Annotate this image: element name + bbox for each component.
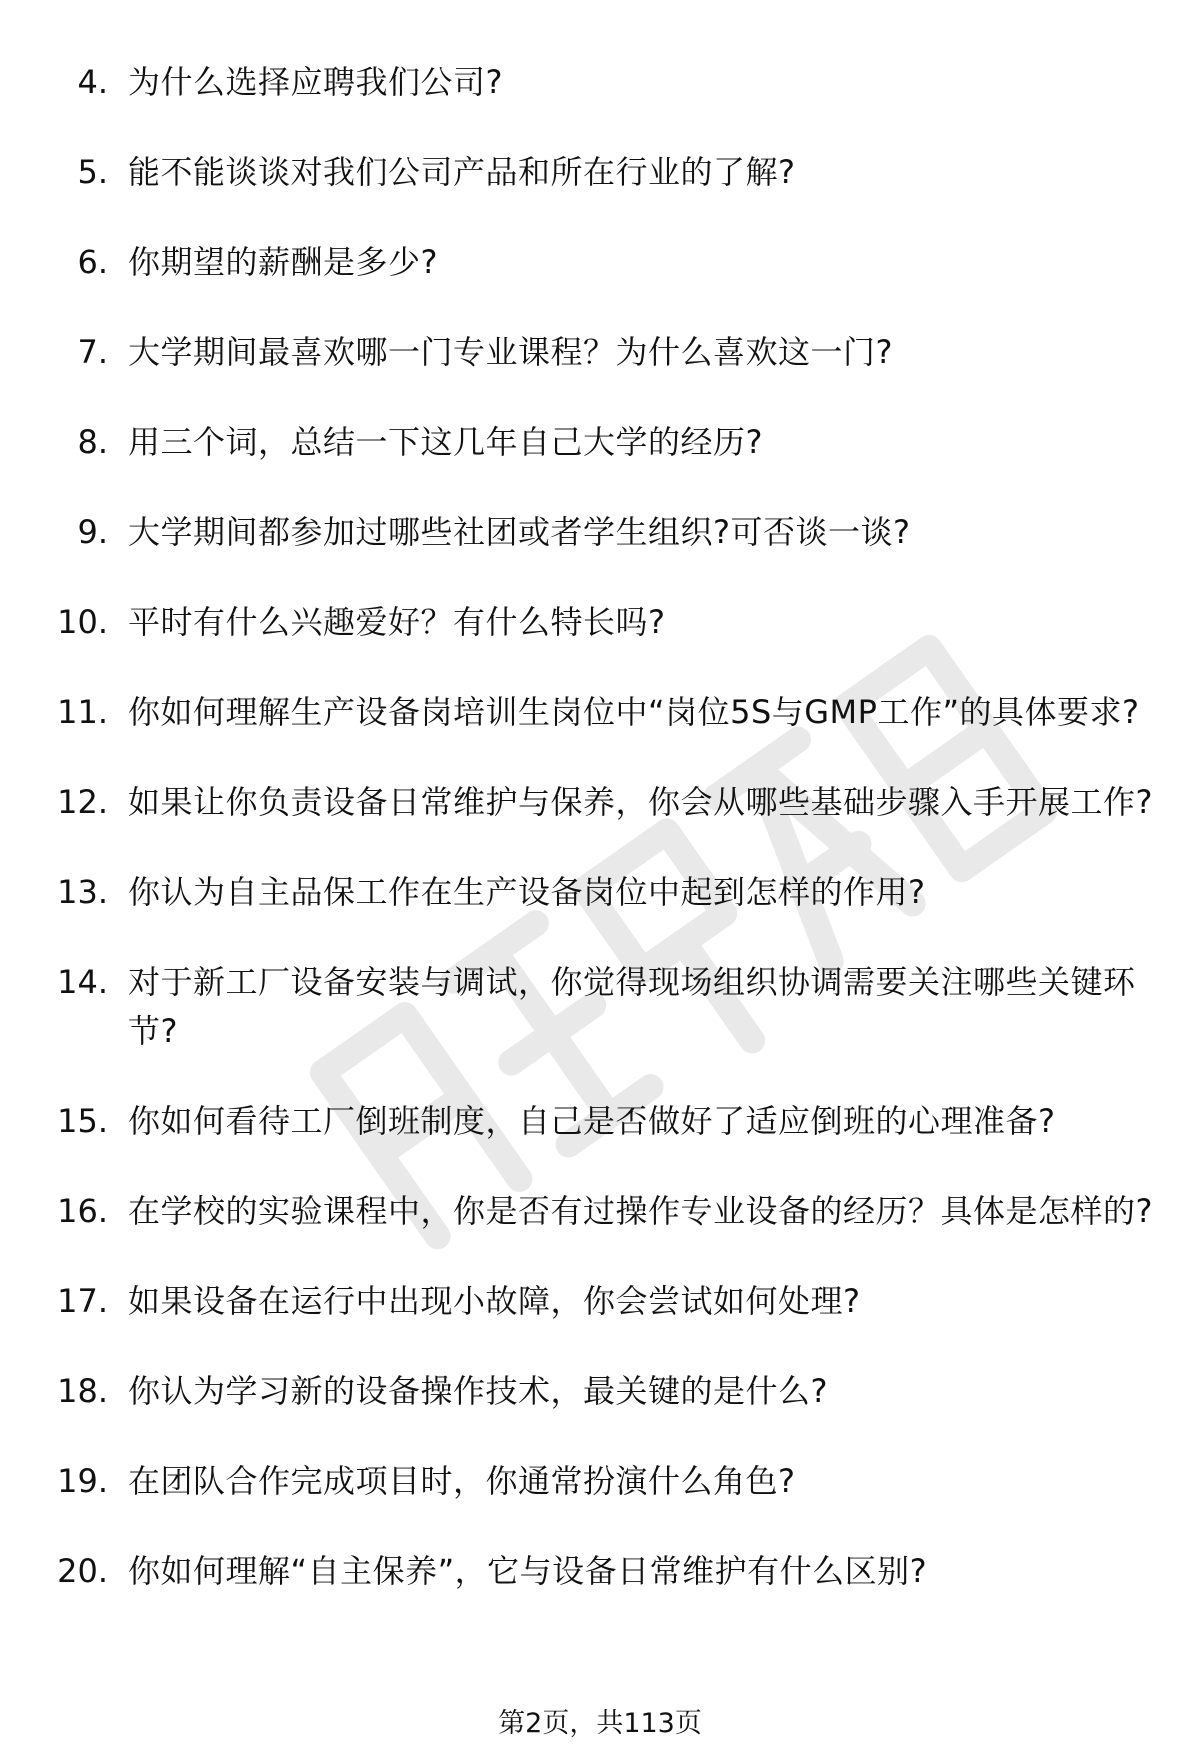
list-item bbox=[0, 148, 1200, 197]
question-text: 你认为学习新的设备操作技术，最关键的是什么? bbox=[128, 1372, 828, 1410]
list-item bbox=[0, 778, 1200, 827]
question-text: 你如何看待工厂倒班制度，自己是否做好了适应倒班的心理准备? bbox=[128, 1102, 1056, 1140]
question-number: 19. bbox=[57, 1462, 108, 1500]
list-item bbox=[0, 688, 1200, 737]
question-number: 13. bbox=[57, 873, 108, 911]
list-item bbox=[0, 58, 1200, 107]
question-number: 15. bbox=[57, 1102, 108, 1140]
question-number: 7. bbox=[77, 333, 108, 371]
question-text: 你认为自主品保工作在生产设备岗位中起到怎样的作用? bbox=[128, 873, 926, 911]
list-item bbox=[0, 328, 1200, 377]
question-text: 为什么选择应聘我们公司? bbox=[128, 63, 503, 101]
question-number: 4. bbox=[77, 63, 108, 101]
list-item bbox=[0, 868, 1200, 917]
question-number: 14. bbox=[57, 963, 108, 1001]
list-item bbox=[0, 1097, 1200, 1146]
list-item bbox=[0, 1187, 1200, 1236]
list-item bbox=[0, 508, 1200, 557]
question-text: 你如何理解生产设备岗培训生岗位中“岗位5S与GMP工作”的具体要求? bbox=[128, 693, 1140, 731]
question-text: 在学校的实验课程中，你是否有过操作专业设备的经历？具体是怎样的? bbox=[128, 1192, 1153, 1230]
list-item bbox=[0, 1547, 1200, 1596]
question-text: 平时有什么兴趣爱好？有什么特长吗? bbox=[128, 603, 666, 641]
question-number: 12. bbox=[57, 783, 108, 821]
question-text: 在团队合作完成项目时，你通常扮演什么角色? bbox=[128, 1462, 796, 1500]
question-number: 5. bbox=[77, 153, 108, 191]
question-text: 能不能谈谈对我们公司产品和所在行业的了解? bbox=[128, 153, 796, 191]
question-list bbox=[0, 58, 1200, 1637]
question-number: 16. bbox=[57, 1192, 108, 1230]
question-number: 17. bbox=[57, 1282, 108, 1320]
question-text: 用三个词，总结一下这几年自己大学的经历? bbox=[128, 423, 763, 461]
list-item bbox=[0, 598, 1200, 647]
question-text: 如果让你负责设备日常维护与保养，你会从哪些基础步骤入手开展工作? bbox=[128, 783, 1153, 821]
question-text: 大学期间最喜欢哪一门专业课程？为什么喜欢这一门? bbox=[128, 333, 893, 371]
question-text: 大学期间都参加过哪些社团或者学生组织?可否谈一谈? bbox=[128, 513, 911, 551]
question-number: 18. bbox=[57, 1372, 108, 1410]
list-item bbox=[0, 1367, 1200, 1416]
page-footer: 第2页，共113页 bbox=[498, 1708, 702, 1739]
question-number: 8. bbox=[77, 423, 108, 461]
list-item bbox=[0, 1457, 1200, 1506]
question-text: 如果设备在运行中出现小故障，你会尝试如何处理? bbox=[128, 1282, 861, 1320]
question-text: 对于新工厂设备安装与调试，你觉得现场组织协调需要关注哪些关键环节? bbox=[128, 963, 1136, 1050]
question-number: 20. bbox=[57, 1552, 108, 1590]
question-number: 6. bbox=[77, 243, 108, 281]
question-number: 10. bbox=[57, 603, 108, 641]
question-text: 你期望的薪酬是多少? bbox=[128, 243, 438, 281]
list-item bbox=[0, 238, 1200, 287]
question-text: 你如何理解“自主保养”，它与设备日常维护有什么区别? bbox=[128, 1552, 928, 1590]
list-item bbox=[0, 1277, 1200, 1326]
list-item bbox=[0, 958, 1200, 1056]
question-number: 9. bbox=[77, 513, 108, 551]
question-number: 11. bbox=[57, 693, 108, 731]
list-item bbox=[0, 418, 1200, 467]
